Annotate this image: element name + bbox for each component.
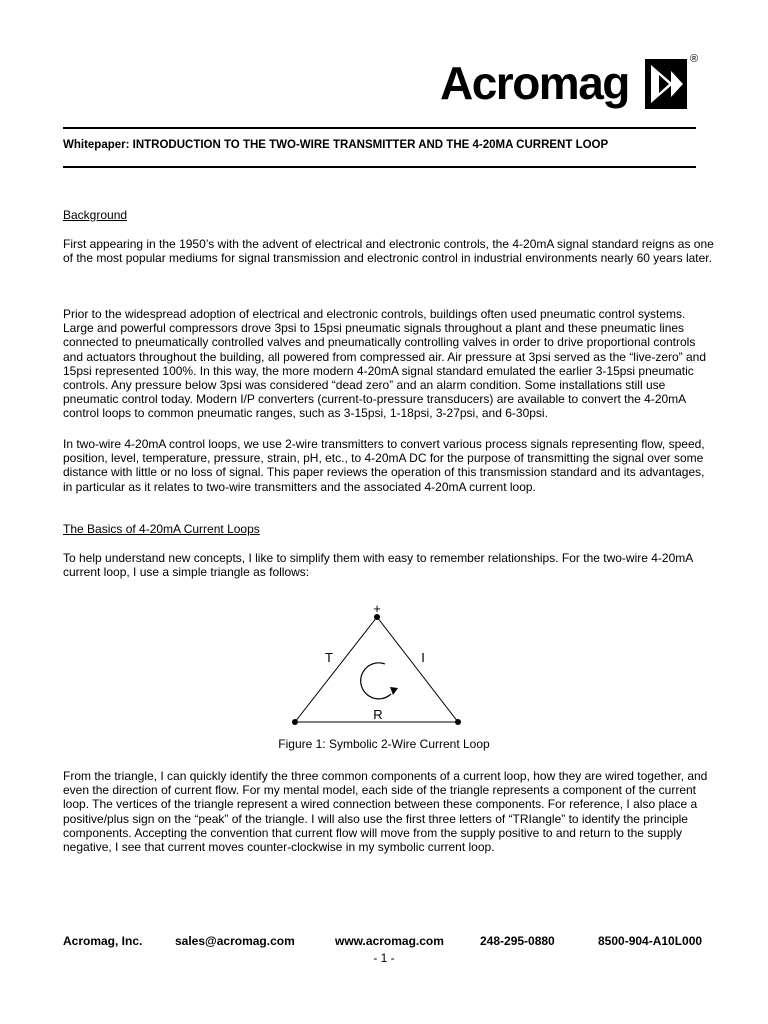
section-heading-basics: The Basics of 4-20mA Current Loops bbox=[63, 522, 260, 536]
footer-doc-number: 8500-904-A10L000 bbox=[598, 934, 703, 948]
current-loop-triangle-diagram bbox=[287, 600, 467, 730]
vertex-right bbox=[455, 719, 461, 725]
paragraph: From the triangle, I can quickly identify the three common components of a current loop, how they are wired together, and even the direction of current flow. For my mental model, each side of the triangle represents a component of the current loop. The vertices of the triangle represent a wired connection between these components. For reference, I also place a positive/plus sign on the “peak” of the triangle. I will also use the first three letters of “TRIangle” to identify the principle components. Accepting the convention that current flow will move from the supply positive to and return to the supply negative, I see that current moves counter-clockwise in my symbolic current loop. bbox=[63, 769, 708, 855]
vertex-left bbox=[292, 719, 298, 725]
figure-caption: Figure 1: Symbolic 2-Wire Current Loop bbox=[278, 737, 490, 751]
section-heading-background: Background bbox=[63, 208, 128, 222]
transmitter-label: T bbox=[325, 650, 333, 665]
paragraph: In two-wire 4-20mA control loops, we use 2-wire transmitters to convert various process signals representing flow, speed, position, level, temperature, pressure, strain, pH, etc., to 4-20mA DC for the purpose of transmitting the signal over some distance with little or no loss of signal. This paper reviews the operation of this transmission standard and its advantages, in particular as it relates to two-wire transmitters and the associated 4-20mA current loop. bbox=[63, 437, 705, 494]
logo-wordmark: Acromag bbox=[440, 57, 629, 109]
registered-mark: ® bbox=[690, 53, 699, 65]
footer-company: Acromag, Inc. bbox=[63, 934, 143, 948]
footer-phone: 248-295-0880 bbox=[480, 934, 555, 948]
page-number: - 1 - bbox=[373, 951, 395, 965]
resistor-label: R bbox=[373, 707, 383, 722]
counter-clockwise-arrow-icon bbox=[361, 663, 391, 699]
paragraph: Prior to the widespread adoption of electrical and electronic controls, buildings often used pneumatic control systems. Large and powerful compressors drove 3psi to 15psi pneumatic signals throughout a plant and these pneumatic lines connected to pneumatically controlled valves and pneumatically controlling valves in order to drive proportional controls and actuators throughout the building, all powered from compressed air. Air pressure at 3psi served as the “live-zero” and 15psi represented 100%. In this way, the more modern 4-20mA signal standard emulated the earlier 3-15psi pneumatic controls. Any pressure below 3psi was considered “dead zero” and an alarm condition. Some installations still use pneumatic control today. Modern I/P converters (current-to-pressure transducers) are available to convert the 4-20mA control loops to common pneumatic ranges, such as 3-15psi, 1-18psi, 3-27psi, and 6-30psi. bbox=[63, 307, 707, 421]
paragraph: To help understand new concepts, I like to simplify them with easy to remember relationships. For the two-wire 4-20mA current loop, I use a simple triangle as follows: bbox=[63, 551, 693, 580]
header-rule-bottom bbox=[63, 166, 696, 168]
footer-email[interactable]: sales@acromag.com bbox=[175, 934, 295, 948]
plus-label: + bbox=[373, 601, 381, 616]
current-label: I bbox=[421, 650, 425, 665]
paragraph: First appearing in the 1950’s with the advent of electrical and electronic controls, the 4-20mA signal standard reigns as one of the most popular mediums for signal transmission and electronic control in industrial environments nearly 60 years later. bbox=[63, 237, 714, 266]
footer-website[interactable]: www.acromag.com bbox=[335, 934, 444, 948]
header-rule-top bbox=[63, 127, 696, 129]
document-title: Whitepaper: INTRODUCTION TO THE TWO-WIRE TRANSMITTER AND THE 4-20MA CURRENT LOOP bbox=[63, 139, 609, 151]
acromag-arrow-icon bbox=[645, 59, 687, 109]
acromag-logo bbox=[440, 55, 702, 115]
